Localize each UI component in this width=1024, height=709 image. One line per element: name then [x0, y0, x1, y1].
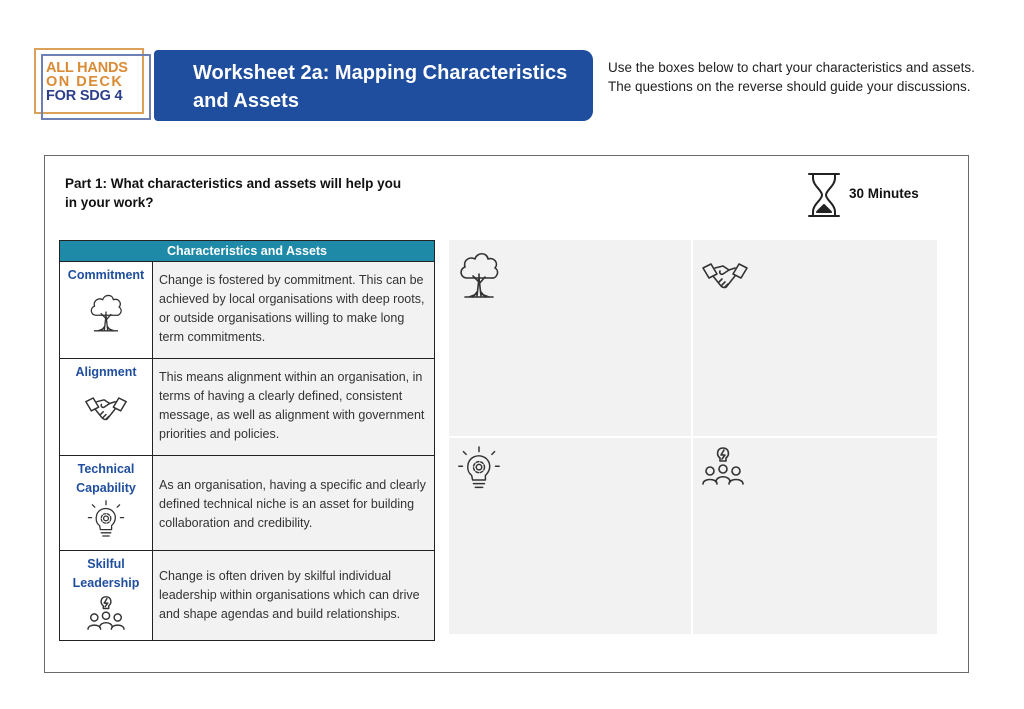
- row-label-cell: [60, 456, 153, 551]
- timer-label: 30 Minutes: [849, 186, 919, 201]
- answer-box-commitment[interactable]: [449, 240, 691, 436]
- table-row: [60, 551, 435, 641]
- logo-text: [46, 61, 128, 103]
- row-description: As an organisation, having a specific and clearly defined technical niche is an asset for building collaboration and credibility.: [153, 456, 435, 551]
- all-hands-on-deck-logo: [34, 48, 152, 122]
- part-heading: Part 1: What characteristics and assets will help you in your work?: [65, 176, 402, 210]
- row-label-cell: [60, 551, 153, 641]
- table-row: [60, 456, 435, 551]
- answer-box-alignment[interactable]: [693, 240, 937, 436]
- lightbulb-gear-icon: [457, 446, 501, 492]
- tree-icon: [457, 248, 501, 300]
- lightbulb-gear-icon: [86, 500, 126, 540]
- hourglass-icon: [807, 172, 841, 218]
- logo-line-2: ON DECK: [46, 74, 124, 90]
- row-label-skilful-leadership: Skilful Leadership: [72, 557, 140, 590]
- row-label-technical-capability: Technical Capability: [76, 462, 136, 495]
- logo-line-1: ALL HANDS: [46, 60, 128, 76]
- table-row: [60, 262, 435, 359]
- row-label-alignment: Alignment: [75, 365, 137, 379]
- tree-icon: [88, 289, 124, 335]
- row-description: Change is often driven by skilful individual leadership within organisations which can drive and shape agendas and build relationships.: [153, 551, 435, 641]
- answer-box-skilful-leadership[interactable]: [693, 438, 937, 634]
- banner-notch: [154, 50, 162, 121]
- row-description: This means alignment within an organisation, in terms of having a clearly defined, consistent message, as well as alignment with government priorities and policies.: [153, 359, 435, 456]
- row-description: Change is fostered by commitment. This can be achieved by local organisations with deep roots, or outside organisations willing to make long term commitments.: [153, 262, 435, 359]
- handshake-icon: [701, 258, 749, 294]
- table-row: [60, 359, 435, 456]
- table-header: Characteristics and Assets: [60, 241, 435, 262]
- row-label-commitment: Commitment: [67, 268, 145, 282]
- handshake-icon: [84, 392, 128, 426]
- row-label-cell: [60, 262, 153, 359]
- intro-text: Use the boxes below to chart your characteristics and assets. The questions on the reverse should guide your discussions.: [608, 60, 975, 94]
- row-label-cell: [60, 359, 153, 456]
- team-leader-icon: [701, 446, 745, 486]
- team-leader-icon: [86, 595, 126, 631]
- answer-box-technical-capability[interactable]: [449, 438, 691, 634]
- characteristics-table: [59, 240, 435, 641]
- answer-grid: [449, 240, 937, 634]
- page-title: Worksheet 2a: Mapping Characteristics and Assets: [193, 62, 568, 112]
- title-banner: [160, 50, 593, 121]
- logo-line-3: FOR SDG 4: [46, 88, 123, 104]
